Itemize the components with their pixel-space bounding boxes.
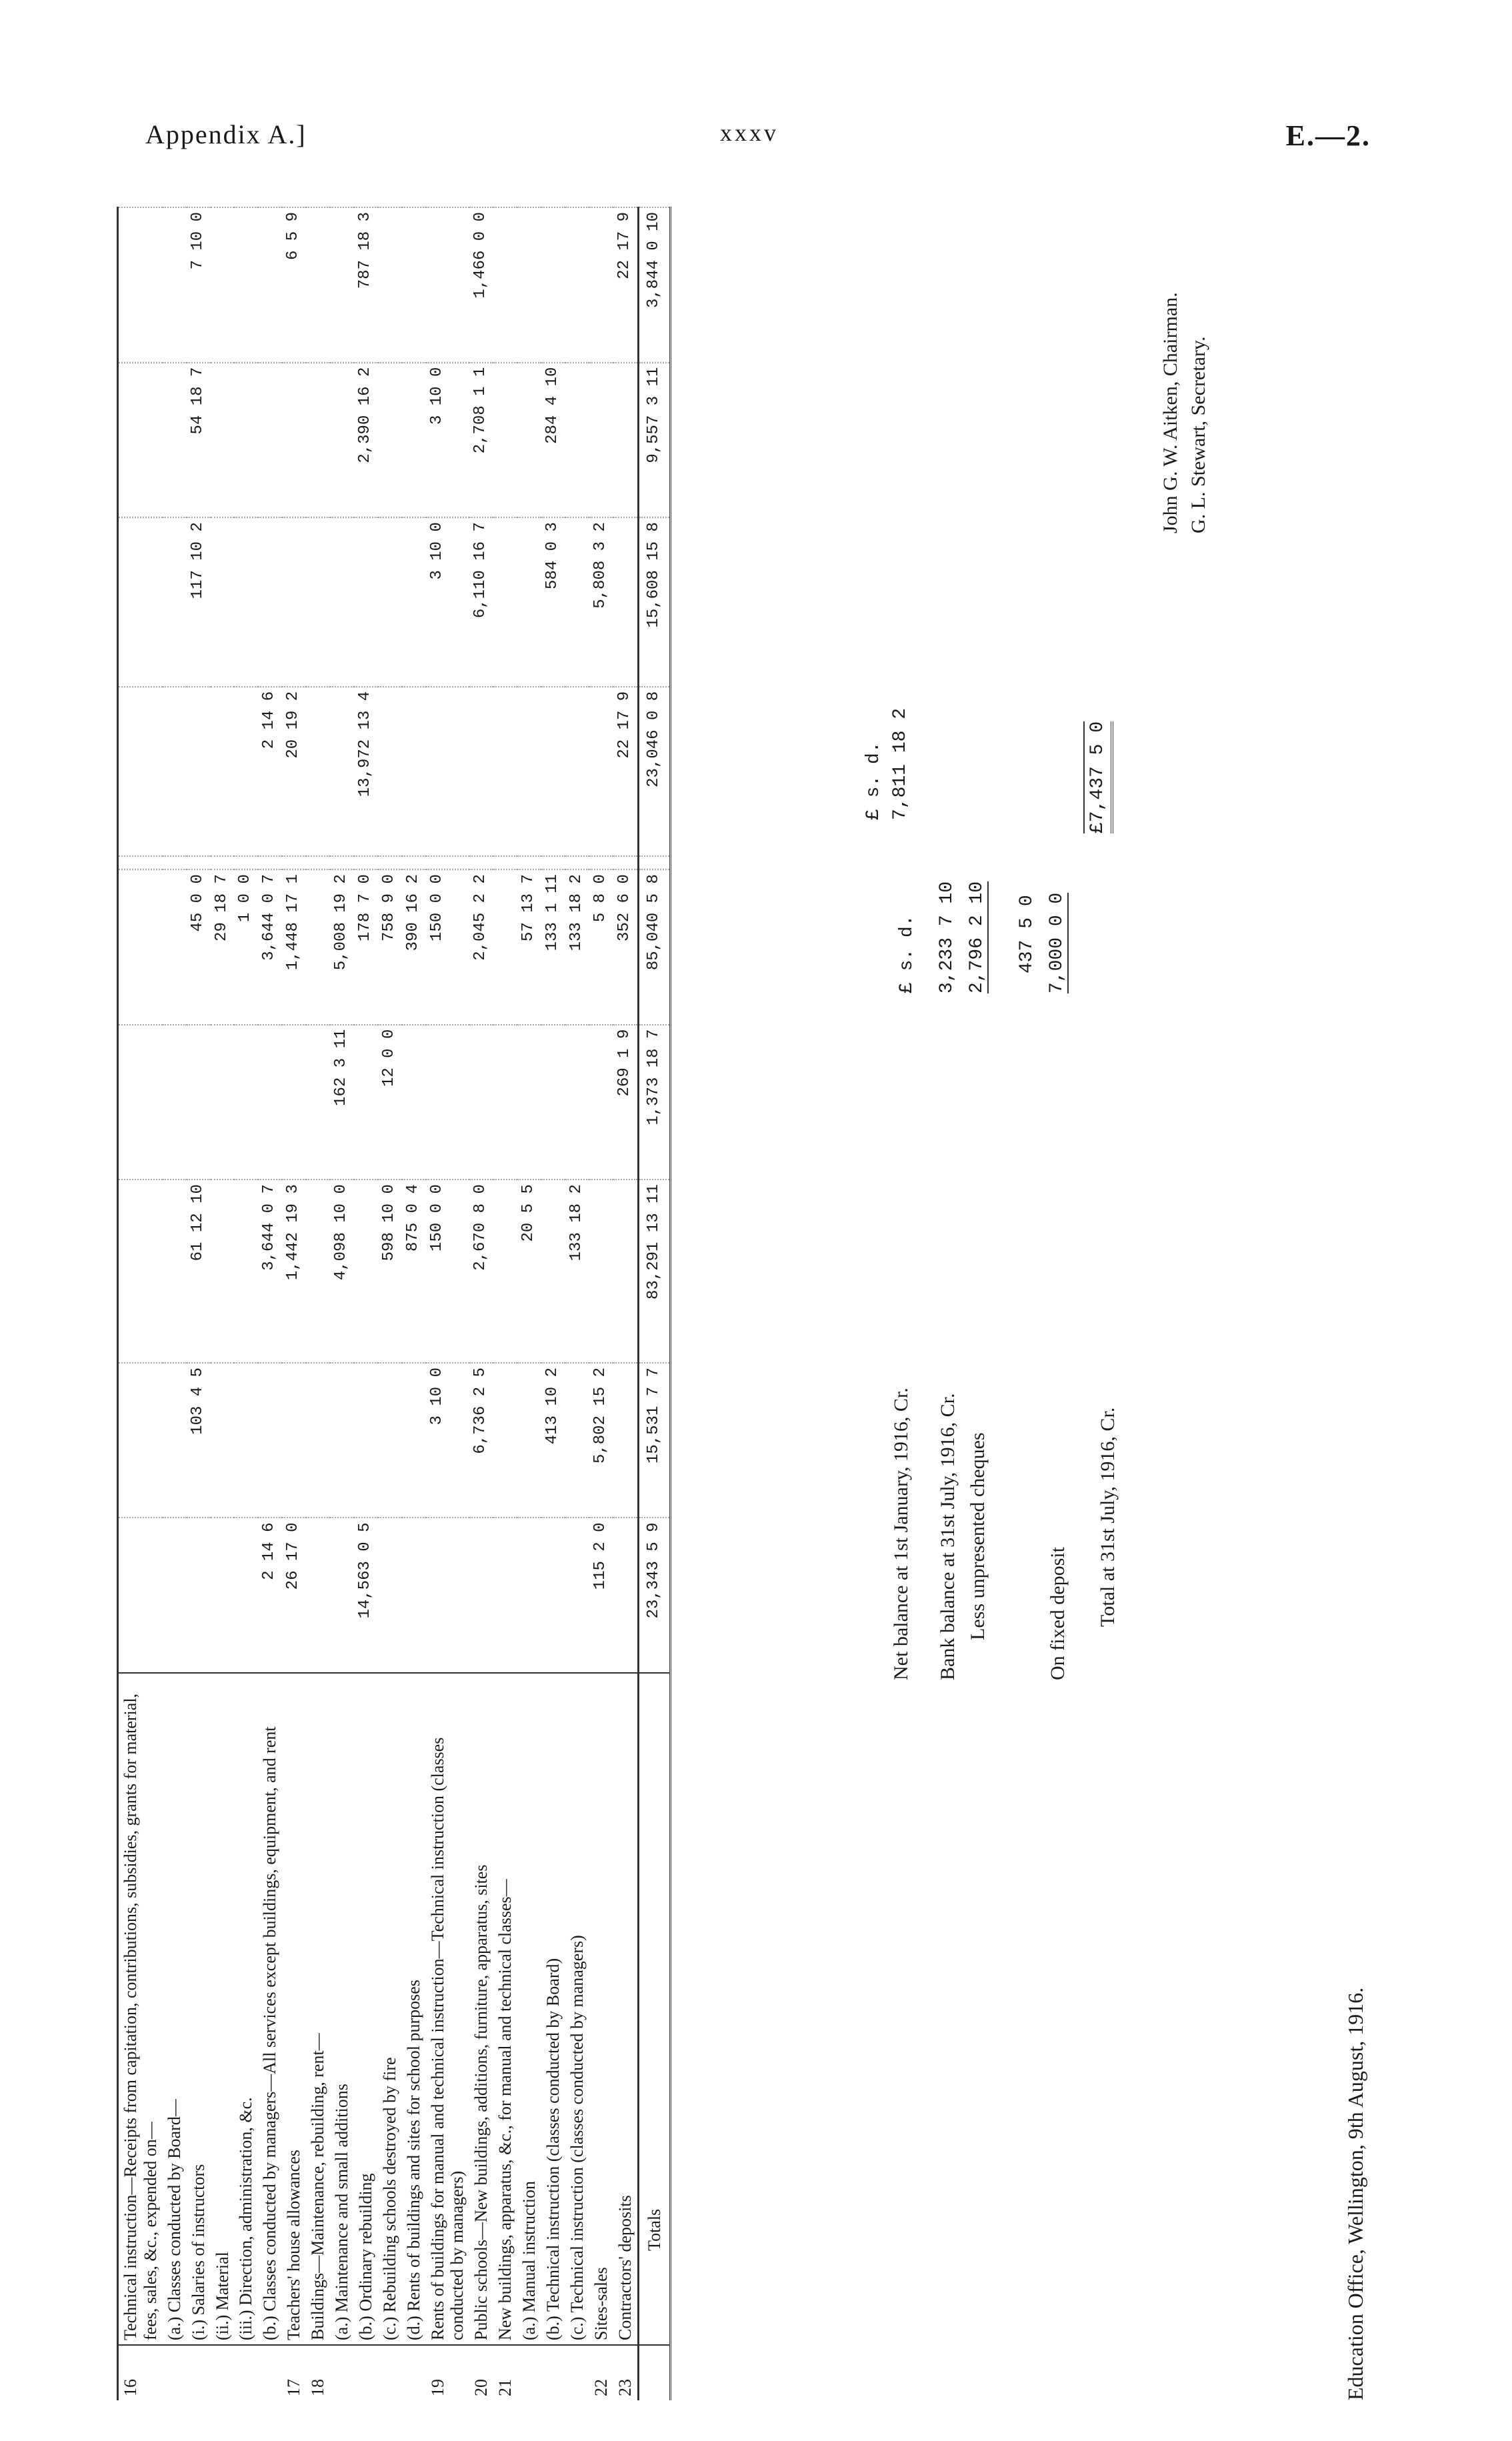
- amount-cell: [565, 517, 589, 687]
- amount-cell: [589, 1179, 613, 1363]
- table-row: [378, 207, 402, 2400]
- amount-cell: [211, 1363, 235, 1518]
- amount-cell: [565, 1363, 589, 1518]
- amount-cell: [426, 687, 470, 856]
- row-description: Public schools—New buildings, additions, furniture, apparatus, sites: [469, 1673, 493, 2345]
- row-number: [234, 2345, 258, 2400]
- education-office-line: Education Office, Wellington, 9th August, 1916.: [1343, 1987, 1367, 2400]
- row-number: [258, 2345, 282, 2400]
- amount-cell: [354, 517, 378, 687]
- amount-cell: [258, 363, 282, 518]
- amount-cell: 390 16 2: [402, 869, 426, 1025]
- bank-difference-value: 437 5 0: [1017, 895, 1037, 973]
- amount-cell: [517, 207, 541, 363]
- amount-cell: 1,442 19 3: [282, 1179, 306, 1363]
- lsd-heading-1: £ s. d.: [897, 915, 917, 993]
- row-description: (d.) Rents of buildings and sites for school purposes: [402, 1673, 426, 2345]
- row-number: 23: [613, 2345, 638, 2400]
- amount-cell: [282, 1025, 306, 1180]
- table-row: [589, 207, 613, 2400]
- amount-cell: 20 19 2: [282, 687, 306, 856]
- amount-cell: [163, 517, 187, 687]
- amount-cell: [282, 363, 306, 518]
- total-cell: 85,040 5 8: [638, 869, 671, 1025]
- row-description: (b.) Ordinary rebuilding: [354, 1673, 378, 2345]
- amount-cell: [402, 687, 426, 856]
- amount-cell: [378, 856, 402, 870]
- amount-cell: [118, 856, 163, 870]
- bank-balance-value: 3,233 7 10: [937, 881, 957, 993]
- row-number: [330, 2345, 354, 2400]
- amount-cell: 57 13 7: [517, 869, 541, 1025]
- amount-cell: [234, 207, 258, 363]
- amount-cell: [469, 856, 493, 870]
- amount-cell: 2 14 6: [258, 687, 282, 856]
- amount-cell: [306, 869, 330, 1025]
- total-cell: [638, 856, 671, 870]
- amount-cell: [565, 856, 589, 870]
- amount-cell: [330, 363, 354, 518]
- amount-cell: [306, 517, 330, 687]
- amount-cell: 2 14 6: [258, 1518, 282, 1674]
- amount-cell: 178 7 0: [354, 869, 378, 1025]
- amount-cell: [234, 1518, 258, 1674]
- table-row: [354, 207, 378, 2400]
- amount-cell: [211, 1518, 235, 1674]
- amount-cell: [402, 207, 426, 363]
- lsd-heading-2: £ s. d.: [863, 741, 884, 820]
- table-row: [565, 207, 589, 2400]
- amount-cell: [378, 207, 402, 363]
- row-description: (i.) Salaries of instructors: [187, 1673, 211, 2345]
- amount-cell: [378, 517, 402, 687]
- fixed-deposit-value: 7,000 0 0: [1047, 892, 1067, 993]
- amount-cell: [402, 1363, 426, 1518]
- amount-cell: [402, 856, 426, 870]
- amount-cell: [541, 1025, 565, 1180]
- table-row: [613, 207, 638, 2400]
- amount-cell: [402, 1025, 426, 1180]
- amount-cell: [163, 363, 187, 518]
- row-number: 22: [589, 2345, 613, 2400]
- total-cell: 1,373 18 7: [638, 1025, 671, 1180]
- amount-cell: [613, 1518, 638, 1674]
- amount-cell: [426, 856, 470, 870]
- totals-row: [638, 207, 671, 2400]
- amount-cell: 150 0 0: [426, 1179, 470, 1363]
- total-cell: 23,046 0 8: [638, 687, 671, 856]
- amount-cell: 2,045 2 2: [469, 869, 493, 1025]
- amount-cell: [493, 1179, 517, 1363]
- totals-spacer: [638, 2345, 671, 2400]
- amount-cell: [306, 856, 330, 870]
- accounts-table: [117, 207, 671, 2400]
- amount-cell: 3 10 0: [426, 517, 470, 687]
- row-description: (iii.) Direction, administration, &c.: [234, 1673, 258, 2345]
- bank-balance-label: Bank balance at 31st July, 1916, Cr.: [937, 1393, 959, 1680]
- amount-cell: [187, 856, 211, 870]
- chairman-signature: John G. W. Aitken, Chairman.: [1159, 292, 1181, 533]
- amount-cell: [118, 1363, 163, 1518]
- amount-cell: [163, 1025, 187, 1180]
- table-row: [426, 207, 470, 2400]
- amount-cell: [211, 517, 235, 687]
- row-description: Technical instruction—Receipts from capitation, contributions, subsidies, grants for material, fees, sales, &c., expended on—: [118, 1673, 163, 2345]
- row-description: Contractors' deposits: [613, 1673, 638, 2345]
- table-row: [541, 207, 565, 2400]
- amount-cell: [211, 1025, 235, 1180]
- row-number: 16: [118, 2345, 163, 2400]
- row-number: [402, 2345, 426, 2400]
- amount-cell: [163, 1179, 187, 1363]
- amount-cell: 1,466 0 0: [469, 207, 493, 363]
- amount-cell: [613, 1179, 638, 1363]
- amount-cell: [378, 1518, 402, 1674]
- amount-cell: [354, 1025, 378, 1180]
- amount-cell: [565, 687, 589, 856]
- amount-cell: [493, 856, 517, 870]
- rotated-statement: [117, 200, 1437, 2400]
- amount-cell: [493, 1025, 517, 1180]
- amount-cell: [589, 1025, 613, 1180]
- table-row: [517, 207, 541, 2400]
- amount-cell: 2,670 8 0: [469, 1179, 493, 1363]
- amount-cell: 269 1 9: [613, 1025, 638, 1180]
- amount-cell: [258, 856, 282, 870]
- row-number: 20: [469, 2345, 493, 2400]
- amount-cell: 29 18 7: [211, 869, 235, 1025]
- table-row: [330, 207, 354, 2400]
- amount-cell: 6 5 9: [282, 207, 306, 363]
- amount-cell: [402, 1518, 426, 1674]
- page-header-appendix: Appendix A.]: [145, 119, 307, 149]
- amount-cell: 115 2 0: [589, 1518, 613, 1674]
- amount-cell: [163, 856, 187, 870]
- amount-cell: [306, 363, 330, 518]
- row-description: New buildings, apparatus, &c., for manual and technical classes—: [493, 1673, 517, 2345]
- amount-cell: [306, 1363, 330, 1518]
- amount-cell: 5,802 15 2: [589, 1363, 613, 1518]
- row-number: 18: [306, 2345, 330, 2400]
- table-row: [234, 207, 258, 2400]
- row-number: [163, 2345, 187, 2400]
- row-number: [378, 2345, 402, 2400]
- amount-cell: [378, 363, 402, 518]
- amount-cell: [258, 1363, 282, 1518]
- row-number: 21: [493, 2345, 517, 2400]
- row-number: [354, 2345, 378, 2400]
- amount-cell: [118, 207, 163, 363]
- amount-cell: [565, 1518, 589, 1674]
- row-description: (a.) Manual instruction: [517, 1673, 541, 2345]
- amount-cell: [330, 687, 354, 856]
- amount-cell: [306, 1518, 330, 1674]
- amount-cell: 133 18 2: [565, 869, 589, 1025]
- amount-cell: 875 0 4: [402, 1179, 426, 1363]
- amount-cell: [211, 363, 235, 518]
- net-balance-label: Net balance at 1st January, 1916, Cr.: [890, 1388, 912, 1680]
- row-description: (a.) Maintenance and small additions: [330, 1673, 354, 2345]
- amount-cell: 6,110 16 7: [469, 517, 493, 687]
- amount-cell: 133 1 11: [541, 869, 565, 1025]
- table-row: [493, 207, 517, 2400]
- total-cell: 83,291 13 11: [638, 1179, 671, 1363]
- amount-cell: 758 9 0: [378, 869, 402, 1025]
- amount-cell: [282, 856, 306, 870]
- amount-cell: 22 17 9: [613, 207, 638, 363]
- amount-cell: [187, 687, 211, 856]
- amount-cell: [493, 207, 517, 363]
- amount-cell: [163, 869, 187, 1025]
- amount-cell: 54 18 7: [187, 363, 211, 518]
- amount-cell: [187, 1025, 211, 1180]
- page-number: xxxv: [720, 119, 779, 146]
- amount-cell: [589, 207, 613, 363]
- amount-cell: [493, 1363, 517, 1518]
- signatures: [1157, 292, 1213, 533]
- amount-cell: 26 17 0: [282, 1518, 306, 1674]
- amount-cell: 413 10 2: [541, 1363, 565, 1518]
- row-description: Buildings—Maintenance, rebuilding, rent—: [306, 1673, 330, 2345]
- amount-cell: 1 0 0: [234, 869, 258, 1025]
- row-number: [187, 2345, 211, 2400]
- amount-cell: [354, 856, 378, 870]
- amount-cell: [378, 687, 402, 856]
- amount-cell: 5,008 19 2: [330, 869, 354, 1025]
- amount-cell: [589, 363, 613, 518]
- amount-cell: [330, 517, 354, 687]
- amount-cell: 2,390 16 2: [354, 363, 378, 518]
- amount-cell: [469, 1518, 493, 1674]
- amount-cell: 3,644 0 7: [258, 1179, 282, 1363]
- amount-cell: [211, 687, 235, 856]
- amount-cell: 45 0 0: [187, 869, 211, 1025]
- amount-cell: [541, 687, 565, 856]
- amount-cell: 150 0 0: [426, 869, 470, 1025]
- amount-cell: [163, 207, 187, 363]
- amount-cell: [211, 207, 235, 363]
- row-number: [565, 2345, 589, 2400]
- row-description: (b.) Technical instruction (classes conducted by Board): [541, 1673, 565, 2345]
- amount-cell: 5,808 3 2: [589, 517, 613, 687]
- amount-cell: 284 4 10: [541, 363, 565, 518]
- total-cell: 15,531 7 7: [638, 1363, 671, 1518]
- amount-cell: [493, 1518, 517, 1674]
- amount-cell: 3,644 0 7: [258, 869, 282, 1025]
- amount-cell: [234, 1025, 258, 1180]
- amount-cell: 61 12 10: [187, 1179, 211, 1363]
- amount-cell: 352 6 0: [613, 869, 638, 1025]
- amount-cell: 12 0 0: [378, 1025, 402, 1180]
- amount-cell: 162 3 11: [330, 1025, 354, 1180]
- amount-cell: [565, 207, 589, 363]
- amount-cell: [258, 517, 282, 687]
- amount-cell: [118, 687, 163, 856]
- amount-cell: [306, 1025, 330, 1180]
- amount-cell: [354, 1179, 378, 1363]
- amount-cell: [541, 207, 565, 363]
- amount-cell: 6,736 2 5: [469, 1363, 493, 1518]
- amount-cell: [330, 856, 354, 870]
- amount-cell: 13,972 13 4: [354, 687, 378, 856]
- amount-cell: [163, 1518, 187, 1674]
- amount-cell: [565, 363, 589, 518]
- amount-cell: [613, 363, 638, 518]
- amount-cell: [517, 687, 541, 856]
- amount-cell: [330, 207, 354, 363]
- amount-cell: [282, 517, 306, 687]
- row-number: [517, 2345, 541, 2400]
- amount-cell: [258, 1025, 282, 1180]
- amount-cell: [354, 1363, 378, 1518]
- amount-cell: 3 10 0: [426, 1363, 470, 1518]
- secretary-signature: G. L. Stewart, Secretary.: [1187, 336, 1209, 533]
- amount-cell: [258, 207, 282, 363]
- amount-cell: 20 5 5: [517, 1179, 541, 1363]
- total-cell: 23,343 5 9: [638, 1518, 671, 1674]
- amount-cell: [493, 363, 517, 518]
- amount-cell: 117 10 2: [187, 517, 211, 687]
- amount-cell: [234, 1363, 258, 1518]
- row-description: (ii.) Material: [211, 1673, 235, 2345]
- amount-cell: [306, 1179, 330, 1363]
- amount-cell: [493, 517, 517, 687]
- amount-cell: [613, 856, 638, 870]
- amount-cell: 103 4 5: [187, 1363, 211, 1518]
- amount-cell: [565, 1025, 589, 1180]
- total-cell: 15,608 15 8: [638, 517, 671, 687]
- amount-cell: [517, 517, 541, 687]
- totals-label: Totals: [638, 1673, 671, 2345]
- amount-cell: [541, 1518, 565, 1674]
- table-row: [258, 207, 282, 2400]
- amount-cell: 133 18 2: [565, 1179, 589, 1363]
- amount-cell: [517, 1025, 541, 1180]
- amount-cell: [118, 1179, 163, 1363]
- amount-cell: [426, 207, 470, 363]
- row-description: Teachers' house allowances: [282, 1673, 306, 2345]
- amount-cell: [541, 856, 565, 870]
- row-number: [541, 2345, 565, 2400]
- table-row: [163, 207, 187, 2400]
- row-description: (c.) Rebuilding schools destroyed by fire: [378, 1673, 402, 2345]
- amount-cell: 1,448 17 1: [282, 869, 306, 1025]
- fixed-deposit-label: On fixed deposit: [1047, 1547, 1069, 1680]
- amount-cell: [330, 1363, 354, 1518]
- amount-cell: 14,563 0 5: [354, 1518, 378, 1674]
- amount-cell: [306, 207, 330, 363]
- amount-cell: [234, 363, 258, 518]
- amount-cell: [187, 1518, 211, 1674]
- unpresented-value: 2,796 2 10: [967, 881, 987, 993]
- row-description: Sites-sales: [589, 1673, 613, 2345]
- unpresented-label: Less unpresented cheques: [967, 1432, 989, 1640]
- amount-cell: 598 10 0: [378, 1179, 402, 1363]
- total-label: Total at 31st July, 1916, Cr.: [1097, 1407, 1119, 1627]
- amount-cell: 5 8 0: [589, 869, 613, 1025]
- amount-cell: [118, 363, 163, 518]
- amount-cell: [378, 1363, 402, 1518]
- table-row: [306, 207, 330, 2400]
- amount-cell: [493, 687, 517, 856]
- table-row: [402, 207, 426, 2400]
- amount-cell: [517, 856, 541, 870]
- amount-cell: [517, 1518, 541, 1674]
- amount-cell: [589, 856, 613, 870]
- table-row: [187, 207, 211, 2400]
- amount-cell: [493, 869, 517, 1025]
- amount-cell: 584 0 3: [541, 517, 565, 687]
- row-description: (b.) Classes conducted by managers—All services except buildings, equipment, and rent: [258, 1673, 282, 2345]
- table-row: [118, 207, 163, 2400]
- amount-cell: 4,098 10 0: [330, 1179, 354, 1363]
- page-header-code: E.—2.: [1285, 119, 1371, 152]
- amount-cell: [234, 687, 258, 856]
- table-row: [469, 207, 493, 2400]
- amount-cell: [118, 869, 163, 1025]
- amount-cell: [163, 687, 187, 856]
- amount-cell: [613, 1363, 638, 1518]
- amount-cell: [541, 1179, 565, 1363]
- amount-cell: [211, 856, 235, 870]
- amount-cell: [402, 517, 426, 687]
- total-cell: 3,844 0 10: [638, 207, 671, 363]
- amount-cell: [163, 1363, 187, 1518]
- amount-cell: [234, 517, 258, 687]
- row-number: 17: [282, 2345, 306, 2400]
- amount-cell: 7 10 0: [187, 207, 211, 363]
- row-number: 19: [426, 2345, 470, 2400]
- amount-cell: 2,708 1 1: [469, 363, 493, 518]
- amount-cell: [330, 1518, 354, 1674]
- total-cell: 9,557 3 11: [638, 363, 671, 518]
- amount-cell: [234, 856, 258, 870]
- amount-cell: [517, 363, 541, 518]
- amount-cell: [613, 517, 638, 687]
- amount-cell: [426, 1518, 470, 1674]
- table-row: [282, 207, 306, 2400]
- net-balance-value: 7,811 18 2: [890, 707, 911, 820]
- amount-cell: [118, 1025, 163, 1180]
- amount-cell: [306, 687, 330, 856]
- amount-cell: 22 17 9: [613, 687, 638, 856]
- row-description: Rents of buildings for manual and technical instruction—Technical instruction (classes conducted by managers): [426, 1673, 470, 2345]
- amount-cell: [469, 1025, 493, 1180]
- amount-cell: [589, 687, 613, 856]
- amount-cell: [426, 1025, 470, 1180]
- amount-cell: 787 18 3: [354, 207, 378, 363]
- row-number: [211, 2345, 235, 2400]
- amount-cell: [118, 517, 163, 687]
- row-description: (c.) Technical instruction (classes conducted by managers): [565, 1673, 589, 2345]
- amount-cell: [282, 1363, 306, 1518]
- amount-cell: [234, 1179, 258, 1363]
- row-description: (a.) Classes conducted by Board—: [163, 1673, 187, 2345]
- amount-cell: [517, 1363, 541, 1518]
- amount-cell: [469, 687, 493, 856]
- amount-cell: 3 10 0: [426, 363, 470, 518]
- table-row: [211, 207, 235, 2400]
- total-value: £7,437 5 0: [1083, 721, 1113, 833]
- amount-cell: [402, 363, 426, 518]
- amount-cell: [118, 1518, 163, 1674]
- amount-cell: [211, 1179, 235, 1363]
